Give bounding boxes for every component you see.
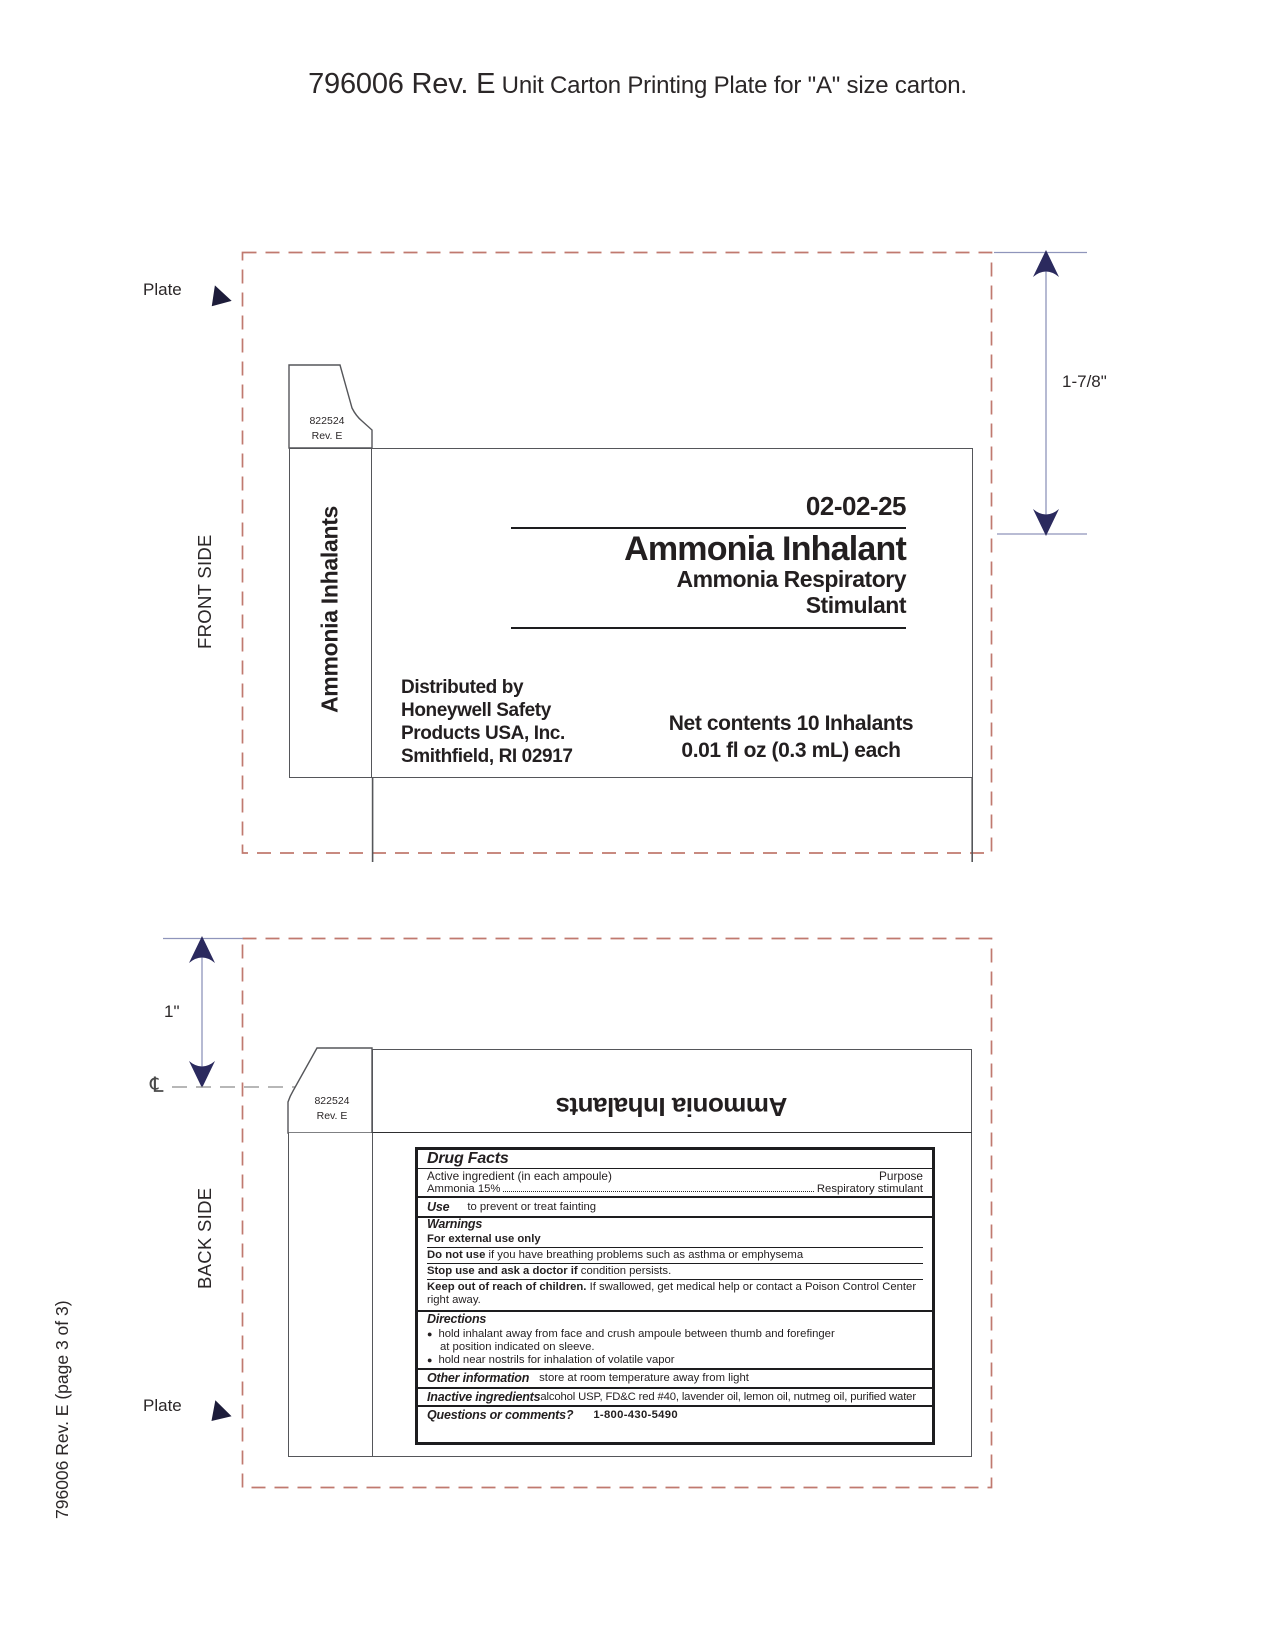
- tab-part-number: 822524: [309, 415, 345, 427]
- dotted-leader: [503, 1191, 813, 1192]
- active-ingredient-header: Active ingredient (in each ampoule): [427, 1169, 612, 1183]
- drug-facts-panel: [415, 1147, 935, 1445]
- directions-section: [418, 1312, 932, 1370]
- keep-out-warning: Keep out of reach of children. If swallowed, get medical help or contact a Poison Control Center right away.: [427, 1281, 917, 1306]
- dimension-back-fold: 1": [164, 1002, 180, 1021]
- distributor-line: Distributed by: [401, 677, 524, 698]
- active-ingredient-section: [418, 1169, 932, 1198]
- active-ingredient-name: Ammonia 15%: [427, 1183, 501, 1195]
- dimension-front-height: 1-7/8": [1062, 372, 1107, 391]
- net-contents-line1: Net contents 10 Inhalants: [668, 712, 914, 735]
- warnings-label: Warnings: [427, 1217, 483, 1231]
- external-use-warning: For external use only: [427, 1233, 923, 1248]
- distributor-line: Honeywell Safety: [401, 700, 551, 721]
- direction-item: ● hold inhalant away from face and crush ampoule between thumb and forefinger: [427, 1328, 835, 1340]
- plate-pointer-icon: [210, 1400, 235, 1426]
- use-label: Use: [427, 1199, 450, 1214]
- centerline-symbol: ℄: [150, 1074, 164, 1097]
- plate-pointer-icon: [210, 285, 234, 310]
- other-information-section: [418, 1370, 932, 1389]
- questions-label: Questions or comments?: [427, 1407, 574, 1422]
- page-title-code: 796006 Rev. E: [308, 68, 496, 100]
- page-title-rest: Unit Carton Printing Plate for "A" size carton.: [495, 72, 967, 99]
- flipped-panel-title: Ammonia Inhalants: [556, 1092, 788, 1122]
- do-not-use-warning: Do not use if you have breathing problems such as asthma or emphysema: [427, 1248, 923, 1264]
- directions-label: Directions: [427, 1312, 487, 1326]
- back-tab-marking: [292, 1094, 372, 1124]
- distributor-line: Smithfield, RI 02917: [401, 746, 573, 767]
- tab-revision: Rev. E: [316, 1110, 348, 1122]
- direction-item-continued: at position indicated on sleeve.: [440, 1341, 595, 1353]
- purpose-header: Purpose: [879, 1169, 923, 1183]
- product-name: Ammonia Inhalant: [624, 530, 906, 568]
- questions-phone: 1-800-430-5490: [593, 1408, 678, 1421]
- net-contents: [626, 710, 956, 764]
- page-footer-vertical: 796006 Rev. E (page 3 of 3): [52, 1300, 72, 1520]
- back-panel-divider: [372, 1133, 373, 1456]
- inactive-ingredients-section: [418, 1389, 932, 1407]
- plate-label-back: Plate: [143, 1396, 182, 1415]
- questions-section: [418, 1407, 932, 1423]
- product-subtitle-line2: Stimulant: [805, 592, 906, 618]
- use-text: to prevent or treat fainting: [467, 1200, 597, 1213]
- direction-item: ● hold near nostrils for inhalation of volatile vapor: [427, 1354, 675, 1366]
- drug-facts-heading: Drug Facts: [418, 1150, 932, 1169]
- front-label-panel: [289, 448, 973, 778]
- front-side-flap-title: Ammonia Inhalants: [316, 505, 343, 713]
- page-title: [0, 68, 1275, 101]
- product-subtitle-line1: Ammonia Respiratory: [676, 566, 906, 592]
- back-side-label: BACK SIDE: [194, 1187, 215, 1289]
- plate-label-front: Plate: [143, 280, 182, 299]
- rule-above-product: [511, 527, 906, 529]
- back-title-band: [372, 1049, 972, 1133]
- other-information-label: Other information: [427, 1371, 530, 1385]
- inactive-ingredients-label: Inactive ingredients: [427, 1389, 541, 1404]
- use-section: [418, 1198, 932, 1218]
- bullet-icon: ●: [427, 1329, 433, 1339]
- purpose-value: Respiratory stimulant: [816, 1183, 923, 1195]
- inactive-ingredients-text: alcohol USP, FD&C red #40, lavender oil, lemon oil, nutmeg oil, purified water: [540, 1390, 916, 1403]
- distributor-block: [401, 676, 573, 768]
- distributor-line: Products USA, Inc.: [401, 723, 565, 744]
- lot-date: 02-02-25: [805, 491, 906, 521]
- front-tab-marking: [287, 414, 367, 444]
- tab-revision: Rev. E: [311, 430, 343, 442]
- other-information-text: store at room temperature away from light: [539, 1372, 749, 1384]
- tab-part-number: 822524: [314, 1095, 350, 1107]
- front-side-label: FRONT SIDE: [194, 534, 215, 650]
- net-contents-line2: 0.01 fl oz (0.3 mL) each: [681, 739, 901, 762]
- rule-below-subtitle: [511, 627, 906, 629]
- warnings-section: [418, 1218, 932, 1312]
- stop-use-warning: Stop use and ask a doctor if condition persists.: [427, 1264, 923, 1280]
- bullet-icon: ●: [427, 1355, 433, 1365]
